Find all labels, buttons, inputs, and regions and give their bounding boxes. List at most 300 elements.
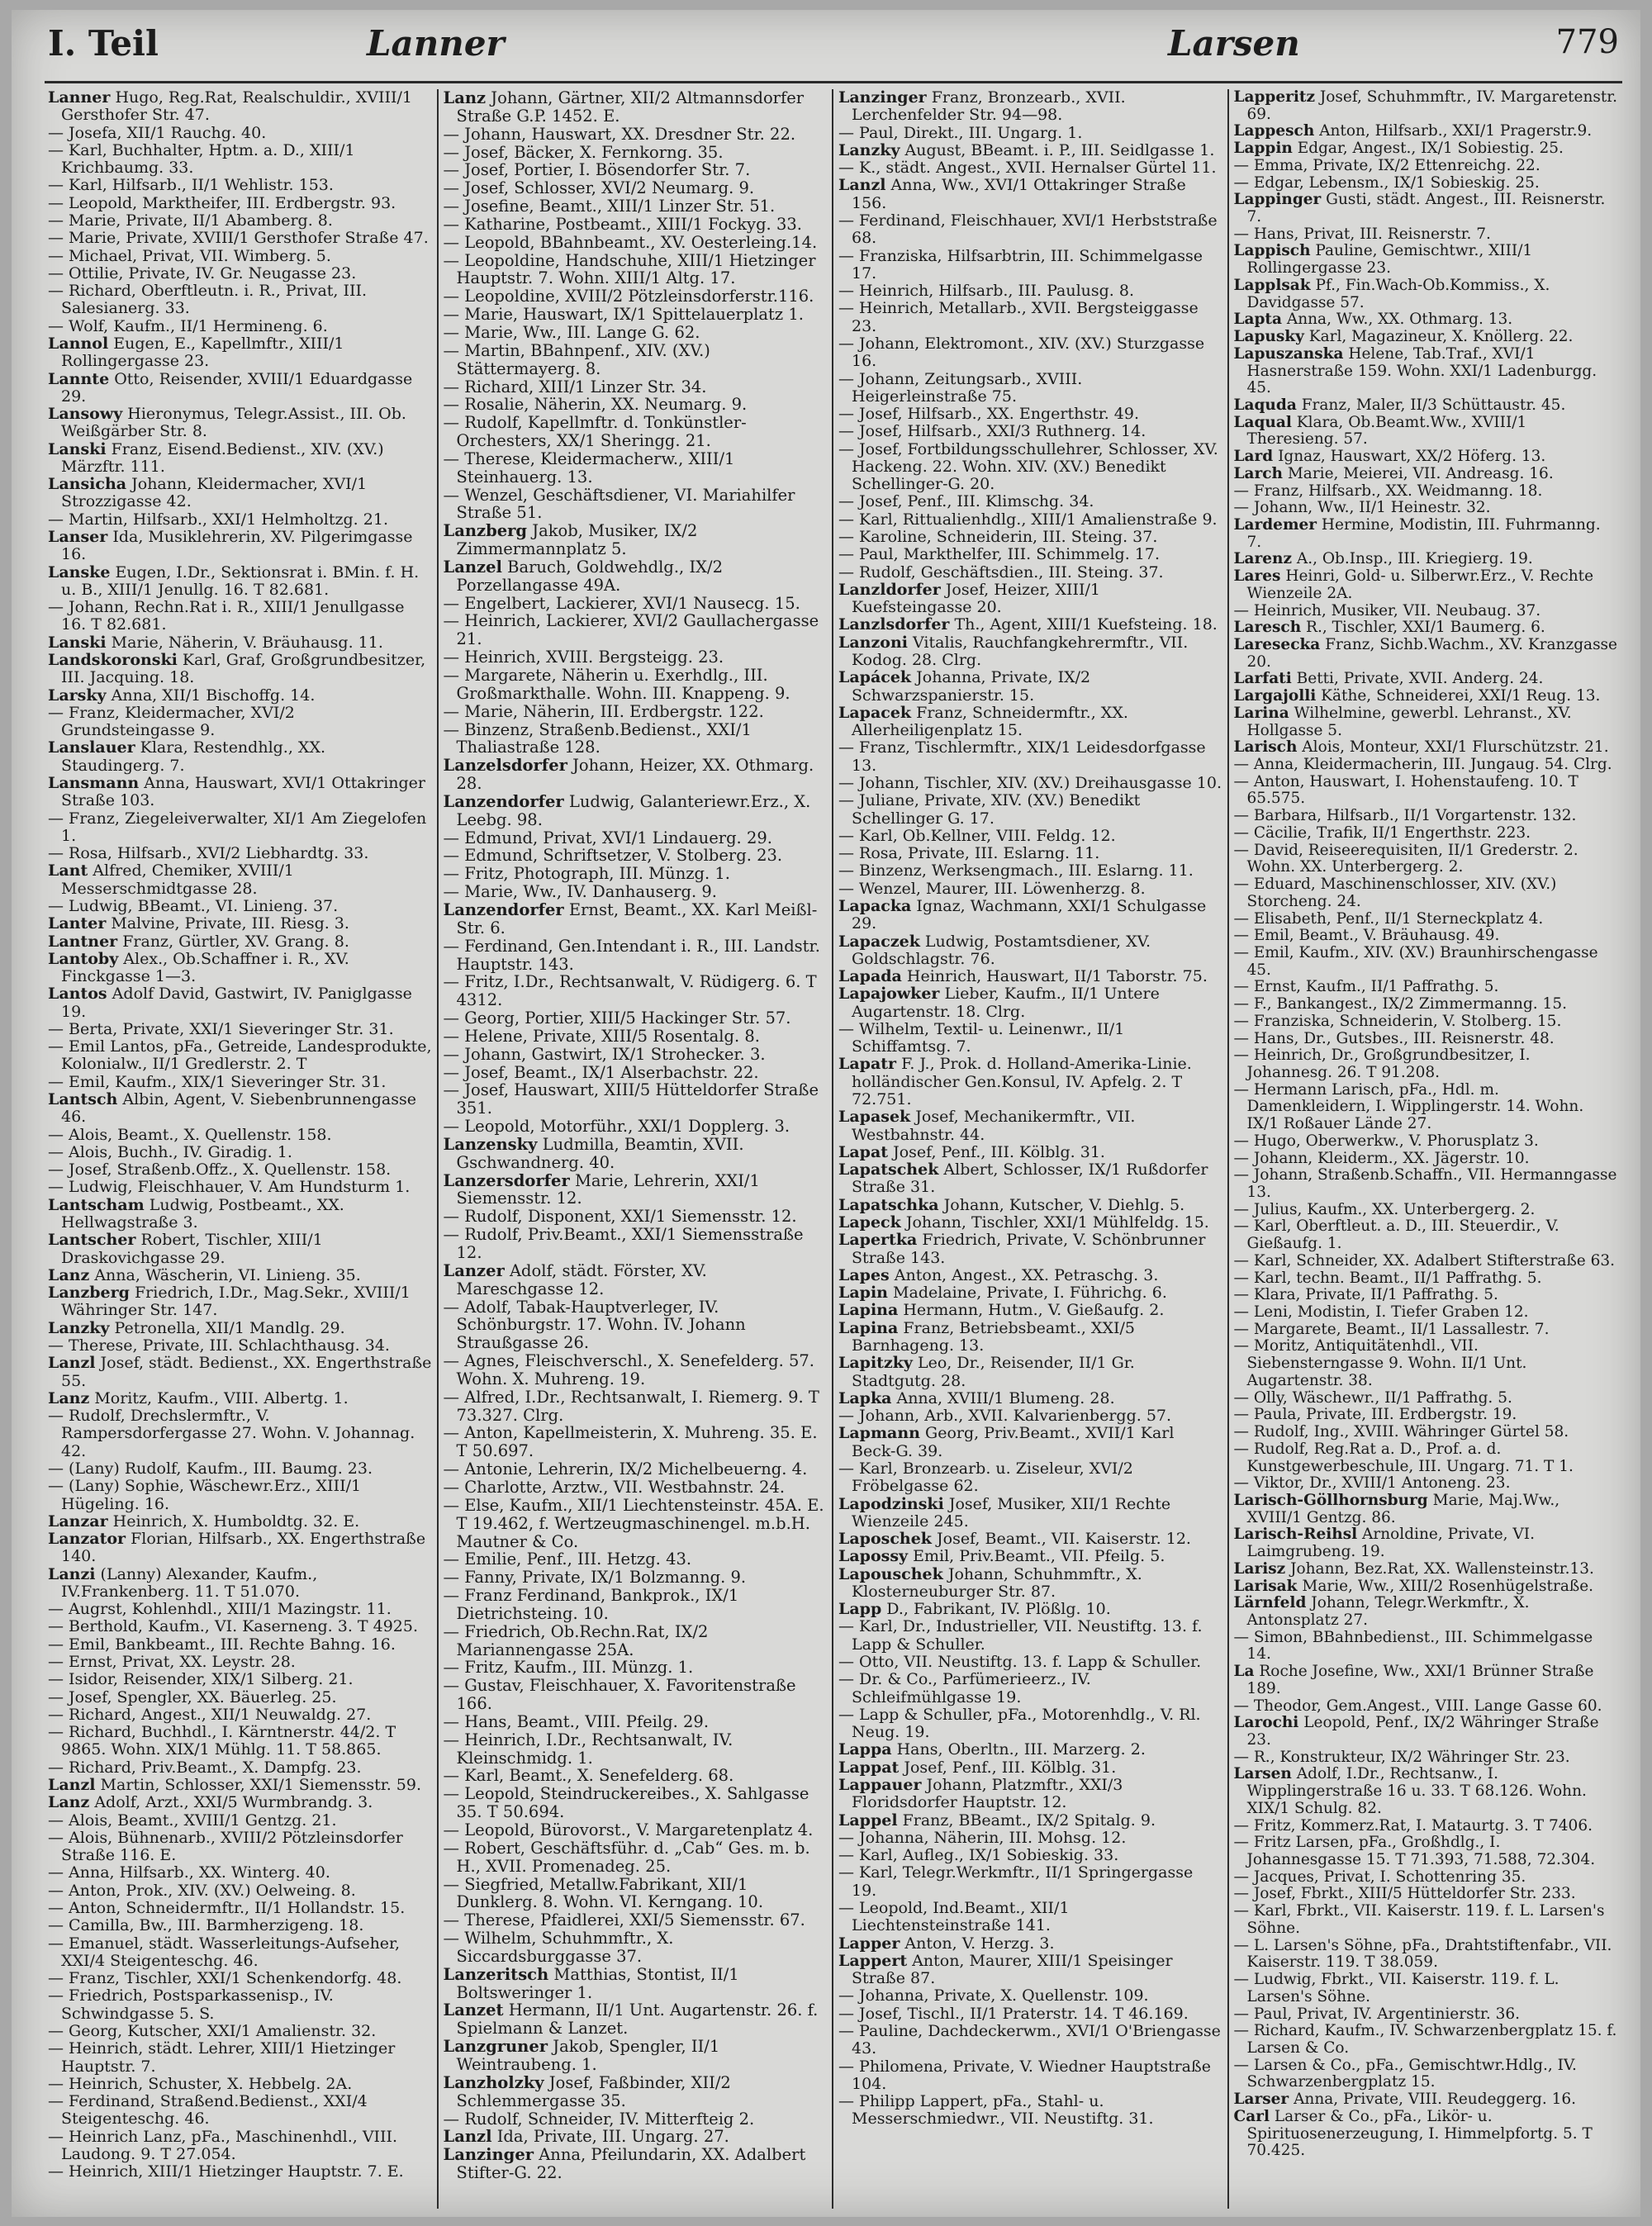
directory-entry: — Karl, Buchhalter, Hptm. a. D., XIII/1 Krichbaumg. 33. [48, 140, 355, 178]
directory-entry: — Heinrich, Schuster, X. Hebbelg. 2A. [48, 2074, 353, 2093]
directory-entry: Lapossy Emil, Priv.Beamt., VII. Pfeilg. 5. [838, 1547, 1165, 1566]
directory-entry: — Emil, Kaufm., XIV. (XV.) Braunhirschengasse 45. [1233, 943, 1598, 979]
directory-entry: — Karl, Rittualienhdlg., XIII/1 Amalienstraße 9. [838, 510, 1218, 529]
directory-entry: — Julius, Kaufm., XX. Unterbergerg. 2. [1233, 1200, 1536, 1218]
directory-entry: — Leopoldine, XVIII/2 Pötzleinsdorferstr.116. [443, 287, 814, 306]
directory-entry: Lanski Marie, Näherin, V. Bräuhausg. 11. [48, 633, 383, 652]
directory-entry: — Friedrich, Ob.Rechn.Rat, IX/2 Mariannengasse 25A. [443, 1621, 709, 1659]
directory-entry: Lares Heinri, Gold- u. Silberwr.Erz., V. Rechte Wienzeile 2A. [1233, 567, 1594, 602]
directory-entry: — Michael, Privat, VII. Wimberg. 5. [48, 246, 331, 265]
directory-entry: Lappesch Anton, Hilfsarb., XXI/1 Pragerstr.9. [1233, 122, 1593, 140]
directory-entry: — Franz Ferdinand, Bankprok., IX/1 Dietrichsteing. 10. [443, 1586, 739, 1623]
directory-entry: — Franz, Hilfsarb., XX. Weidmanng. 18. [1233, 482, 1543, 500]
directory-entry: Lanske Eugen, I.Dr., Sektionsrat i. BMin. f. H. u. B., XIII/1 Jenullg. 16. T 82.681. [48, 562, 420, 599]
directory-entry: — Siegfried, Metallw.Fabrikant, XII/1 Dunklerg. 8. Wohn. VI. Kerngang. 10. [443, 1874, 764, 1912]
directory-entry: — Karoline, Schneiderin, III. Steing. 37. [838, 528, 1158, 547]
directory-entry: — Marie, Hauswart, IX/1 Spittelauerplatz 1. [443, 305, 804, 325]
directory-entry: — Hermann Larisch, pFa., Hdl. m. Damenkleidern, I. Wipplingerstr. 14. Wohn. IX/1 Roßauer Lände 27. [1233, 1080, 1584, 1133]
directory-entry: Lard Ignaz, Hauswart, XX/2 Höferg. 13. [1233, 448, 1546, 466]
directory-entry: — Marie, Private, XVIII/1 Gersthofer Straße 47. [48, 229, 429, 248]
directory-column-2 [439, 89, 834, 2209]
directory-entry: Lappert Anton, Maurer, XIII/1 Speisinger Straße 87. [838, 1951, 1173, 1988]
directory-entry: — Richard, Kaufm., IV. Schwarzenbergplatz 15. f. Larsen & Co. [1233, 2022, 1617, 2057]
directory-entry: — Margarete, Beamt., II/1 Lassallestr. 7. [1233, 1320, 1550, 1338]
directory-entry: — Martin, Hilfsarb., XXI/1 Helmholtzg. 21. [48, 510, 388, 529]
directory-entry: — Franz, Kleidermacher, XVI/2 Grundsteingasse 9. [48, 703, 295, 740]
directory-entry: Lanzelsdorfer Johann, Heizer, XX. Othmarg. 28. [443, 756, 814, 794]
directory-entry: Lantscher Robert, Tischler, XIII/1 Draskovichgasse 29. [48, 1231, 323, 1267]
directory-entry: Lapajowker Lieber, Kaufm., II/1 Untere Augartenstr. 18. Clrg. [838, 985, 1160, 1021]
directory-entry: — Augrst, Kohlenhdl., XIII/1 Mazingstr. 11. [48, 1600, 392, 1619]
directory-entry: Lapertka Friedrich, Private, V. Schönbrunner Straße 143. [838, 1231, 1206, 1267]
directory-entry: — Josef, Fbrkt., XIII/5 Hütteldorfer Str. 233. [1233, 1885, 1576, 1903]
directory-entry: — Wilhelm, Schuhmmftr., X. Siccardsburggasse 37. [443, 1929, 674, 1966]
directory-entry: Laposchek Josef, Beamt., VII. Kaiserstr. 12. [838, 1530, 1191, 1549]
directory-entry: — Heinrich, Hilfsarb., III. Paulusg. 8. [838, 282, 1135, 301]
directory-entry: — (Lany) Sophie, Wäschewr.Erz., XIII/1 Hügeling. 16. [48, 1477, 362, 1513]
directory-entry: — Paul, Direkt., III. Ungarg. 1. [838, 123, 1083, 142]
directory-column-1 [43, 89, 439, 2209]
directory-entry: — Georg, Portier, XIII/5 Hackinger Str. 57. [443, 1009, 791, 1028]
directory-entry: Lapat Josef, Penf., III. Kölblg. 31. [838, 1142, 1105, 1161]
page-number: 779 [1555, 23, 1619, 61]
directory-column-4 [1229, 89, 1623, 2209]
directory-entry: — Richard, Buchhdl., I. Kärntnerstr. 44/2. T 9865. Wohn. XIX/1 Mühlg. 11. T 58.865. [48, 1723, 396, 1759]
directory-entry: — Dr. & Co., Parfümerieerz., IV. Schleifmühlgasse 19. [838, 1670, 1091, 1706]
directory-entry: Lanzl Ida, Private, III. Ungarg. 27. [443, 2127, 729, 2147]
directory-entry: — Josef, Tischl., II/1 Praterstr. 14. T 46.169. [838, 2004, 1189, 2023]
directory-entry: — Emil Lantos, pFa., Getreide, Landesprodukte, Kolonialw., II/1 Gredlerstr. 2. T [48, 1037, 432, 1074]
directory-entry: — Margarete, Näherin u. Exerhdlg., III. Großmarkthalle. Wohn. III. Knappeng. 9. [443, 666, 790, 703]
directory-entry: Lapácek Johanna, Private, IX/2 Schwarzspanierstr. 15. [838, 668, 1091, 705]
directory-entry: Lappinger Gusti, städt. Angest., III. Reisnerstr. 7. [1233, 191, 1606, 226]
directory-entry: — Josef, Schlosser, XVI/2 Neumarg. 9. [443, 178, 755, 198]
directory-entry: — Wolf, Kaufm., II/1 Hermineng. 6. [48, 316, 328, 335]
directory-entry: Larenz A., Ob.Insp., III. Kriegierg. 19. [1233, 550, 1533, 568]
directory-entry: Lapperitz Josef, Schuhmmftr., IV. Margaretenstr. 69. [1233, 89, 1617, 123]
directory-entry: Larisch-Göllhornsburg Marie, Maj.Ww., XVIII/1 Gentzg. 86. [1233, 1491, 1560, 1526]
directory-entry: — Johanna, Näherin, III. Mohsg. 12. [838, 1828, 1127, 1847]
directory-entry: — Josefine, Beamt., XIII/1 Linzer Str. 51. [443, 197, 776, 216]
directory-entry: — Eduard, Maschinenschlosser, XIV. (XV.) Storcheng. 24. [1233, 876, 1557, 910]
directory-entry: Lansowy Hieronymus, Telegr.Assist., III. Ob. Weißgärber Str. 8. [48, 405, 406, 441]
directory-entry: Lanzendorfer Ernst, Beamt., XX. Karl Meißl-Str. 6. [443, 899, 818, 937]
directory-entry: — Anna, Hilfsarb., XX. Winterg. 40. [48, 1863, 330, 1882]
directory-entry: Lanski Franz, Eisend.Bedienst., XIV. (XV.) Märzftr. 111. [48, 439, 384, 476]
directory-entry: — Adolf, Tabak-Hauptverleger, IV. Schönburgstr. 17. Wohn. IV. Johann Straußgasse 26. [443, 1297, 746, 1353]
directory-entry: Lapka Anna, XVIII/1 Blumeng. 28. [838, 1388, 1115, 1407]
directory-entry: — Leopold, Steindruckereibes., X. Sahlgasse 35. T 50.694. [443, 1784, 809, 1822]
directory-entry: — Theodor, Gem.Angest., VIII. Lange Gasse 60. [1233, 1697, 1602, 1715]
directory-entry: Larch Marie, Meierei, VII. Andreasg. 16. [1233, 464, 1554, 482]
directory-entry: Lanslauer Klara, Restendhlg., XX. Staudingerg. 7. [48, 738, 326, 775]
directory-entry: — Robert, Geschäftsführ. d. „Cab“ Ges. m. b. H., XVII. Promenadeg. 25. [443, 1838, 810, 1876]
directory-entry: — Karl, Oberftleut. a. D., III. Steuerdir., V. Gießaufg. 1. [1233, 1217, 1559, 1253]
directory-entry: — Ernst, Privat, XX. Leystr. 28. [48, 1653, 296, 1672]
directory-entry: — Leni, Modistin, I. Tiefer Graben 12. [1233, 1303, 1529, 1322]
directory-entry: Lapmann Georg, Priv.Beamt., XVII/1 Karl Beck-G. 39. [838, 1424, 1175, 1460]
directory-entry: — Elisabeth, Penf., II/1 Sterneckplatz 4. [1233, 909, 1544, 928]
directory-entry: Lantoby Alex., Ob.Schaffner i. R., XV. Finckgasse 1—3. [48, 949, 349, 986]
directory-entry: — Karl, Bronzearb. u. Ziseleur, XVI/2 Fröbelgasse 62. [838, 1459, 1133, 1496]
directory-entry: — Wenzel, Geschäftsdiener, VI. Mariahilfer Straße 51. [443, 485, 795, 523]
directory-entry: — Alois, Beamt., XVIII/1 Gentzg. 21. [48, 1811, 337, 1830]
directory-entry: Lanzl Josef, städt. Bedienst., XX. Engerthstraße 55. [48, 1354, 432, 1390]
directory-entry: — Engelbert, Lackierer, XVI/1 Nausecg. 15. [443, 593, 800, 613]
directory-entry: Lanzi (Lanny) Alexander, Kaufm., IV.Frankenberg. 11. T 51.070. [48, 1564, 318, 1601]
directory-entry: — Leopold, Bürovorst., V. Margaretenplatz 4. [443, 1820, 814, 1839]
directory-entry: — Karl, Beamt., X. Senefelderg. 68. [443, 1766, 734, 1786]
directory-entry: — Anton, Schneidermftr., II/1 Hollandstr. 15. [48, 1898, 406, 1917]
directory-entry: — Franziska, Schneiderin, V. Stolberg. 15. [1233, 1012, 1562, 1030]
directory-entry: Lantner Franz, Gürtler, XV. Grang. 8. [48, 932, 349, 951]
directory-entry: Lapodzinski Josef, Musiker, XII/1 Rechte Wienzeile 245. [838, 1494, 1171, 1531]
directory-entry: Lappauer Johann, Platzmftr., XXI/3 Floridsdorfer Hauptstr. 12. [838, 1776, 1123, 1812]
directory-entry: — Franziska, Hilfsarbtrin, III. Schimmelgasse 17. [838, 246, 1203, 282]
directory-entry: Largajolli Käthe, Schneiderei, XXI/1 Reug. 13. [1233, 687, 1601, 705]
directory-entry: Lanzator Florian, Hilfsarb., XX. Engerthstraße 140. [48, 1530, 426, 1566]
directory-entry: — Leopold, BBahnbeamt., XV. Oesterleing.14. [443, 232, 818, 252]
directory-entry: — Emil, Beamt., V. Bräuhausg. 49. [1233, 927, 1500, 945]
directory-entry: Lantscham Ludwig, Postbeamt., XX. Hellwagstraße 3. [48, 1195, 344, 1232]
directory-entry: — Franz, Tischlermftr., XIX/1 Leidesdorfgasse 13. [838, 738, 1206, 775]
directory-entry: Lanz Anna, Wäscherin, VI. Linieng. 35. [48, 1265, 361, 1284]
directory-entry: — Josef, Hilfsarb., XX. Engerthstr. 49. [838, 405, 1139, 424]
directory-entry: — Emanuel, städt. Wasserleitungs-Aufseher, XXI/4 Steigenteschg. 46. [48, 1934, 401, 1970]
directory-entry: — Ludwig, BBeamt., VI. Linieng. 37. [48, 896, 339, 915]
directory-entry: — Fritz, I.Dr., Rechtsanwalt, V. Rüdigerg. 6. T 4312. [443, 972, 817, 1010]
directory-entry: Larisch-Reihsl Arnoldine, Private, VI. Laimgrubeng. 19. [1233, 1526, 1535, 1561]
directory-entry: Lapina Franz, Betriebsbeamt., XXI/5 Barnhageng. 13. [838, 1318, 1135, 1355]
directory-entry: — Juliane, Private, XIV. (XV.) Benedikt Schellinger G. 17. [838, 791, 1141, 828]
header-rule [45, 81, 1622, 83]
directory-entry: — Binzenz, Werksengmach., III. Eslarng. 11. [838, 861, 1194, 880]
directory-entry: Larochi Leopold, Penf., IX/2 Währinger Straße 23. [1233, 1714, 1599, 1749]
directory-entry: Larisch Alois, Monteur, XXI/1 Flurschützstr. 21. [1233, 738, 1609, 757]
directory-entry: — Rudolf, Priv.Beamt., XXI/1 Siemensstraße 12. [443, 1225, 804, 1262]
directory-entry: Lanzky August, BBeamt. i. P., III. Seidlgasse 1. [838, 140, 1215, 159]
directory-entry: — Jacques, Privat, I. Schottenring 35. [1233, 1868, 1526, 1886]
directory-entry: — Karl, Fbrkt., VII. Kaiserstr. 119. f. L. Larsen's Söhne. [1233, 1902, 1605, 1937]
directory-entry: — Fritz, Photograph, III. Münzg. 1. [443, 864, 731, 884]
directory-entry: Lappin Edgar, Angest., IX/1 Sobiestig. 25. [1233, 140, 1564, 158]
directory-entry: Larsky Anna, XII/1 Bischoffg. 14. [48, 686, 316, 705]
directory-entry: — (Lany) Rudolf, Kaufm., III. Baumg. 23. [48, 1459, 373, 1478]
directory-entry: Lanzinger Anna, Pfeilundarin, XX. Adalbert Stifter-G. 22. [443, 2145, 806, 2183]
directory-entry: — L. Larsen's Söhne, pFa., Drahtstiftenfabr., VII. Kaiserstr. 119. T 38.059. [1233, 1936, 1612, 1972]
directory-entry: — Emma, Private, IX/2 Ettenreichg. 22. [1233, 156, 1540, 174]
directory-entry: Lappel Franz, BBeamt., IX/2 Spitalg. 9. [838, 1811, 1156, 1830]
directory-entry: — Pauline, Dachdeckerwm., XVI/1 O'Briengasse 43. [838, 2021, 1221, 2058]
directory-entry: Larsen Adolf, I.Dr., Rechtsanw., I. Wipplingerstraße 16 u. 33. T 68.126. Wohn. XIX/1 Schulg. 82. [1233, 1765, 1587, 1817]
directory-entry: — R., Konstrukteur, IX/2 Währinger Str. 23. [1233, 1748, 1570, 1766]
directory-entry: — Hans, Privat, III. Reisnerstr. 7. [1233, 225, 1491, 243]
directory-entry: Larina Wilhelmine, gewerbl. Lehranst., XV. Hollgasse 5. [1233, 704, 1572, 739]
directory-entry: — Barbara, Hilfsarb., II/1 Vorgartenstr. 132. [1233, 807, 1577, 825]
directory-entry: — Anton, Prok., XIV. (XV.) Oelweing. 8. [48, 1881, 356, 1900]
directory-entry: — Emilie, Penf., III. Hetzg. 43. [443, 1550, 692, 1569]
directory-entry: — Leopold, Motorführ., XXI/1 Dopplerg. 3. [443, 1117, 790, 1137]
directory-entry: Laresch R., Tischler, XXI/1 Baumerg. 6. [1233, 619, 1545, 637]
directory-entry: Lanzgruner Jakob, Spengler, II/1 Weintraubeng. 1. [443, 2037, 720, 2074]
directory-entry: — Fritz Larsen, pFa., Großhdlg., I. Johannesgasse 15. T 71.393, 71.588, 72.304. [1233, 1834, 1596, 1869]
directory-entry: — Karl, Aufleg., IX/1 Sobieskig. 33. [838, 1846, 1119, 1865]
directory-entry: — Johann, Arb., XVII. Kalvarienbergg. 57. [838, 1407, 1172, 1426]
directory-entry: — Rudolf, Drechslermftr., V. Rampersdorfergasse 27. Wohn. V. Johannag. 42. [48, 1407, 415, 1460]
directory-entry: Lanz Johann, Gärtner, XII/2 Altmannsdorfer Straße G.P. 1452. E. [443, 89, 805, 126]
directory-entry: Lanzky Petronella, XII/1 Mandlg. 29. [48, 1318, 345, 1337]
directory-entry: — Alois, Beamt., X. Quellenstr. 158. [48, 1125, 332, 1144]
directory-entry: — Rosalie, Näherin, XX. Neumarg. 9. [443, 395, 748, 415]
directory-entry: Lapin Madelaine, Private, I. Führichg. 6. [838, 1284, 1167, 1303]
directory-entry: — Fritz, Kaufm., III. Münzg. 1. [443, 1658, 694, 1678]
directory-entry: — Therese, Private, III. Schlachthausg. 34. [48, 1336, 390, 1355]
directory-entry: — David, Reiseerequisiten, II/1 Grederstr. 2. Wohn. XX. Unterbergerg. 2. [1233, 841, 1578, 876]
directory-entry: Lappisch Pauline, Gemischtwr., XIII/1 Rollingergasse 23. [1233, 242, 1533, 278]
directory-entry: Lanzet Hermann, II/1 Unt. Augartenstr. 26. f. Spielmann & Lanzet. [443, 2001, 819, 2039]
directory-entry: Larser Anna, Private, VIII. Reudeggerg. 16. [1233, 2091, 1577, 2109]
directory-entry: — Edgar, Lebensm., IX/1 Sobieskig. 25. [1233, 173, 1540, 192]
directory-entry: — Paul, Markthelfer, III. Schimmelg. 17. [838, 545, 1160, 564]
directory-entry: — Paula, Private, III. Erdbergstr. 19. [1233, 1406, 1517, 1424]
directory-entry: Lansmann Anna, Hauswart, XVI/1 Ottakringer Straße 103. [48, 773, 426, 810]
directory-column-3 [833, 89, 1229, 2209]
directory-entry: — Larsen & Co., pFa., Gemischtwr.Hdlg., IV. Schwarzenbergplatz 15. [1233, 2056, 1577, 2091]
directory-entry: Lapper Anton, V. Herzg. 3. [838, 1934, 1055, 1953]
directory-entry: — Alois, Bühnenarb., XVIII/2 Pötzleinsdorfer Straße 116. E. [48, 1828, 403, 1865]
directory-entry: — Heinrich Lanz, pFa., Maschinenhdl., VIII. Laudong. 9. T 27.054. [48, 2127, 398, 2163]
directory-entry: — Leopoldine, Handschuhe, XIII/1 Hietzinger Hauptstr. 7. Wohn. XIII/1 Altg. 17. [443, 250, 816, 288]
directory-entry: — Richard, Angest., XII/1 Neuwaldg. 27. [48, 1705, 372, 1724]
directory-entry: — Franz, Tischler, XXI/1 Schenkendorfg. 48. [48, 1969, 402, 1988]
directory-entry: — Johann, Hauswart, XX. Dresdner Str. 22. [443, 124, 796, 144]
directory-entry: Lanzinger Franz, Bronzearb., XVII. Lerchenfelder Str. 94—98. [838, 89, 1126, 125]
directory-entry: — Hugo, Oberwerkw., V. Phorusplatz 3. [1233, 1132, 1539, 1150]
directory-entry: — Martin, BBahnpenf., XIV. (XV.) Stättermayerg. 8. [443, 340, 710, 378]
directory-entry: — Heinrich, Metallarb., XVII. Bergsteiggasse 23. [838, 299, 1199, 335]
directory-entry: — Marie, Ww., III. Lange G. 62. [443, 322, 700, 342]
directory-entry: Lapacka Ignaz, Wachmann, XXI/1 Schulgasse 29. [838, 896, 1207, 933]
directory-entry: — Fritz, Kommerz.Rat, I. Mataurtg. 3. T 7406. [1233, 1816, 1593, 1834]
directory-entry: Lanzoni Vitalis, Rauchfangkehrermftr., VII. Kodog. 28. Clrg. [838, 633, 1189, 669]
directory-entry: — Rudolf, Geschäftsdien., III. Steing. 37. [838, 562, 1164, 581]
directory-entry: — Josef, Hauswart, XIII/5 Hütteldorfer Straße 351. [443, 1080, 819, 1118]
directory-entry: — Charlotte, Arztw., VII. Westbahnstr. 24. [443, 1477, 786, 1497]
directory-entry: Larisz Johann, Bez.Rat, XX. Wallensteinstr.13. [1233, 1559, 1594, 1578]
directory-entry: Lapada Heinrich, Hauswart, II/1 Taborstr. 75. [838, 967, 1208, 986]
directory-entry: Lanzel Baruch, Goldwehdlg., IX/2 Porzellangasse 49A. [443, 557, 724, 595]
directory-entry: Larfati Betti, Private, XVII. Anderg. 24. [1233, 670, 1544, 688]
directory-entry: — Johann, Straßenb.Schaffn., VII. Hermanngasse 13. [1233, 1166, 1617, 1201]
directory-entry: Lappat Josef, Penf., III. Kölblg. 31. [838, 1758, 1117, 1777]
directory-entry: — Richard, XIII/1 Linzer Str. 34. [443, 377, 707, 396]
directory-entry: — Karl, techn. Beamt., II/1 Paffrathg. 5. [1233, 1269, 1542, 1287]
directory-entry: Lanzldorfer Josef, Heizer, XIII/1 Kuefsteingasse 20. [838, 580, 1101, 617]
directory-entry: — Marie, Private, II/1 Abamberg. 8. [48, 211, 333, 230]
directory-entry: — Johann, Tischler, XIV. (XV.) Dreihausgasse 10. [838, 773, 1222, 792]
directory-entry: Lapasek Josef, Mechanikermftr., VII. Westbahnstr. 44. [838, 1108, 1136, 1144]
directory-entry: — Karl, Telegr.Werkmftr., II/1 Springergasse 19. [838, 1863, 1194, 1900]
directory-entry: — Karl, Ob.Kellner, VIII. Feldg. 12. [838, 826, 1116, 845]
directory-entry: — Karl, Schneider, XX. Adalbert Stifterstraße 63. [1233, 1251, 1616, 1270]
directory-entry: — Franz, Ziegeleiverwalter, XI/1 Am Ziegelofen 1. [48, 809, 427, 845]
directory-entry: — Rudolf, Disponent, XXI/1 Siemensstr. 12. [443, 1207, 797, 1227]
directory-entry: Lanz Adolf, Arzt., XXI/5 Wurmbrandg. 3. [48, 1793, 373, 1812]
directory-columns [43, 89, 1622, 2209]
directory-entry: Lapitzky Leo, Dr., Reisender, II/1 Gr. Stadtgutg. 28. [838, 1354, 1135, 1390]
directory-entry: Lanzer Adolf, städt. Förster, XV. Mareschgasse 12. [443, 1260, 707, 1298]
directory-entry: — Karl, Hilfsarb., II/1 Wehlistr. 153. [48, 176, 334, 195]
directory-entry: Lanzlsdorfer Th., Agent, XIII/1 Kuefsteing. 18. [838, 615, 1218, 634]
directory-entry: — Josef, Beamt., IX/1 Alserbachstr. 22. [443, 1062, 759, 1082]
directory-entry: — Josef, Spengler, XX. Bäuerleg. 25. [48, 1687, 337, 1706]
directory-entry: — Viktor, Dr., XVIII/1 Antoneng. 23. [1233, 1474, 1511, 1493]
directory-entry: — Ferdinand, Fleischhauer, XVI/1 Herbststraße 68. [838, 211, 1218, 248]
directory-entry: — Marie, Näherin, III. Erdbergstr. 122. [443, 701, 764, 721]
directory-entry: Lanzberg Friedrich, I.Dr., Mag.Sekr., XVIII/1 Währinger Str. 147. [48, 1284, 411, 1320]
directory-entry: Lanzl Anna, Ww., XVI/1 Ottakringer Straße 156. [838, 176, 1186, 212]
directory-entry: Lanzeritsch Matthias, Stontist, II/1 Boltsweringer 1. [443, 1964, 739, 2002]
directory-entry: — Josefa, XII/1 Rauchg. 40. [48, 123, 267, 142]
directory-entry: — Berthold, Kaufm., VI. Kaserneng. 3. T 4925. [48, 1617, 419, 1636]
directory-entry: — Agnes, Fleischverschl., X. Senefelderg. 57. Wohn. X. Muhreng. 19. [443, 1351, 814, 1388]
directory-entry: — Helene, Private, XIII/5 Rosentalg. 8. [443, 1026, 760, 1046]
directory-entry: — Emil, Kaufm., XIX/1 Sieveringer Str. 31. [48, 1072, 387, 1091]
directory-entry: Lapatr F. J., Prok. d. Holland-Amerika-Linie. holländischer Gen.Konsul, IV. Apfelg. 2. T 72.751. [838, 1055, 1192, 1109]
directory-entry: — Philipp Lappert, pFa., Stahl- u. Messerschmiedwr., VII. Neustiftg. 31. [838, 2092, 1154, 2129]
directory-entry: — Hans, Beamt., VIII. Pfeilg. 29. [443, 1711, 710, 1731]
directory-page [12, 10, 1640, 2217]
directory-entry: Lanser Ida, Musiklehrerin, XV. Pilgerimgasse 16. [48, 528, 413, 564]
directory-entry: Lapouschek Johann, Schuhmmftr., X. Klosterneuburger Str. 87. [838, 1564, 1142, 1601]
directory-entry: — Heinrich, I.Dr., Rechtsanwalt, IV. Kleinschmidg. 1. [443, 1730, 733, 1768]
last-entry-word: Larsen [1168, 23, 1300, 64]
directory-entry: — Rudolf, Kapellmftr. d. Tonkünstler-Orchesters, XX/1 Sheringg. 21. [443, 413, 747, 451]
directory-entry: — Anton, Hauswart, I. Hohenstaufeng. 10. T 65.575. [1233, 772, 1578, 808]
directory-entry: — Ludwig, Fleischhauer, V. Am Hundsturm 1. [48, 1178, 411, 1197]
directory-entry: — Rudolf, Ing., XVIII. Währinger Gürtel 58. [1233, 1423, 1569, 1441]
directory-entry: — Katharine, Postbeamt., XIII/1 Fockyg. 33. [443, 214, 802, 234]
directory-entry: Lapatschka Johann, Kutscher, V. Diehlg. 5. [838, 1195, 1185, 1214]
directory-entry: — Josef, Penf., III. Klimschg. 34. [838, 492, 1094, 511]
directory-entry: — Rosa, Private, III. Eslarng. 11. [838, 844, 1100, 863]
directory-entry: Lärnfeld Johann, Telegr.Werkmftr., X. Antonsplatz 27. [1233, 1594, 1530, 1629]
directory-entry: — Simon, BBahnbedienst., III. Schimmelgasse 14. [1233, 1628, 1593, 1664]
directory-entry: — Rudolf, Reg.Rat a. D., Prof. a. d. Kunstgewerbeschule, III. Ungarg. 71. T 1. [1233, 1440, 1574, 1475]
directory-entry: Lanzersdorfer Marie, Lehrerin, XXI/1 Siemensstr. 12. [443, 1170, 760, 1208]
directory-entry: — Johann, Elektromont., XIV. (XV.) Sturzgasse 16. [838, 334, 1205, 371]
directory-entry: — Johann, Zeitungsarb., XVIII. Heigerleinstraße 75. [838, 369, 1083, 406]
directory-entry: — Fanny, Private, IX/1 Bolzmanng. 9. [443, 1568, 747, 1588]
directory-entry: Lapp D., Fabrikant, IV. Plößlg. 10. [838, 1600, 1111, 1619]
directory-entry: — Friedrich, Postsparkassenisp., IV. Schwindgasse 5. S. [48, 1986, 334, 2023]
directory-entry: — Marie, Ww., IV. Danhauserg. 9. [443, 882, 717, 902]
directory-entry: — Rosa, Hilfsarb., XVI/2 Liebhardtg. 33. [48, 844, 369, 863]
directory-entry: — Antonie, Lehrerin, IX/2 Michelbeuerng. 4. [443, 1459, 808, 1479]
directory-entry: Laqual Klara, Ob.Beamt.Ww., XVIII/1 Theresieng. 57. [1233, 413, 1527, 449]
directory-entry: — Leopold, Ind.Beamt., XII/1 Liechtensteinstraße 141. [838, 1898, 1070, 1935]
directory-entry: — Berta, Private, XXI/1 Sieveringer Str. 31. [48, 1019, 394, 1038]
directory-entry: — Josef, Fortbildungsschullehrer, Schlosser, XV. Hackeng. 22. Wohn. XIV. (XV.) Benedikt Schellinger-G. 20. [838, 439, 1218, 494]
directory-entry: — Heinrich, städt. Lehrer, XIII/1 Hietzinger Hauptstr. 7. [48, 2039, 396, 2076]
directory-entry: — Leopold, Marktheifer, III. Erdbergstr. 93. [48, 193, 396, 212]
directory-entry: — Johann, Ww., II/1 Heinestr. 32. [1233, 499, 1491, 517]
directory-entry: — Hans, Dr., Gutsbes., III. Reisnerstr. 48. [1233, 1029, 1555, 1047]
directory-entry: Lapaczek Ludwig, Postamtsdiener, XV. Goldschlagstr. 76. [838, 932, 1151, 968]
directory-entry: — Therese, Kleidermacherw., XIII/1 Steinhauerg. 13. [443, 449, 735, 486]
directory-entry: Lanzberg Jakob, Musiker, IX/2 Zimmermannplatz 5. [443, 521, 698, 559]
directory-entry: — Heinrich, XIII/1 Hietzinger Hauptstr. 7. E. [48, 2162, 404, 2181]
directory-entry: Lapuszanska Helene, Tab.Traf., XVI/1 Hasnerstraße 159. Wohn. XXI/1 Ladenburgg. 45. [1233, 344, 1597, 397]
directory-entry: — Ferdinand, Straßend.Bedienst., XXI/4 Steigenteschg. 46. [48, 2092, 368, 2129]
directory-entry: — Heinrich, XVIII. Bergsteigg. 23. [443, 648, 724, 667]
directory-entry: Larisak Marie, Ww., XIII/2 Rosenhügelstraße. [1233, 1577, 1594, 1595]
directory-entry: — Karl, Dr., Industrieller, VII. Neustiftg. 13. f. Lapp & Schuller. [838, 1617, 1203, 1654]
directory-entry: — Lapp & Schuller, pFa., Motorenhdlg., V. Rl. Neug. 19. [838, 1705, 1201, 1742]
directory-entry: — Emil, Bankbeamt., III. Rechte Bahng. 16. [48, 1635, 396, 1654]
directory-entry: — Binzenz, Straßenb.Bedienst., XXI/1 Thaliastraße 128. [443, 719, 752, 757]
directory-entry: Lannte Otto, Reisender, XVIII/1 Eduardgasse 29. [48, 369, 413, 406]
directory-entry: — Wenzel, Maurer, III. Löwenherzg. 8. [838, 879, 1146, 898]
directory-entry: — Paul, Privat, IV. Argentinierstr. 36. [1233, 2005, 1521, 2023]
directory-entry: Landskoronski Karl, Graf, Großgrundbesitzer, III. Jacquing. 18. [48, 651, 426, 687]
directory-entry: — Ottilie, Private, IV. Gr. Neugasse 23. [48, 263, 357, 282]
directory-entry: Lansicha Johann, Kleidermacher, XVI/1 Strozzigasse 42. [48, 475, 368, 511]
directory-entry: — Georg, Kutscher, XXI/1 Amalienstr. 32. [48, 2021, 377, 2040]
directory-entry: Lapatschek Albert, Schlosser, IX/1 Rußdorfer Straße 31. [838, 1160, 1208, 1197]
directory-entry: Laquda Franz, Maler, II/3 Schüttaustr. 45. [1233, 396, 1566, 414]
directory-entry: Lant Alfred, Chemiker, XVIII/1 Messerschmidtgasse 28. [48, 861, 294, 898]
directory-entry: Lapina Hermann, Hutm., V. Gießaufg. 2. [838, 1301, 1165, 1320]
directory-entry: — Richard, Priv.Beamt., X. Dampfg. 23. [48, 1758, 362, 1777]
directory-entry: Lanz Moritz, Kaufm., VIII. Albertg. 1. [48, 1388, 349, 1407]
section-label: I. Teil [48, 23, 159, 64]
directory-entry: Lanner Hugo, Reg.Rat, Realschuldir., XVIII/1 Gersthofer Str. 47. [48, 89, 412, 125]
directory-entry: — Wilhelm, Textil- u. Leinenwr., II/1 Schiffamtsg. 7. [838, 1019, 1125, 1056]
directory-entry: Lanzensky Ludmilla, Beamtin, XVII. Gschwandnerg. 40. [443, 1134, 744, 1172]
directory-entry: Lapusky Karl, Magazineur, X. Knöllerg. 22. [1233, 328, 1574, 346]
directory-entry: — Alfred, I.Dr., Rechtsanwalt, I. Riemerg. 9. T 73.327. Clrg. [443, 1387, 819, 1425]
directory-entry: — Richard, Oberftleutn. i. R., Privat, III. Salesianerg. 33. [48, 282, 368, 318]
directory-entry: — Josef, Portier, I. Bösendorfer Str. 7. [443, 160, 751, 180]
directory-entry: — Heinrich, Musiker, VII. Neubaug. 37. [1233, 601, 1541, 619]
directory-entry: — F., Bankangest., IX/2 Zimmermanng. 15. [1233, 995, 1567, 1013]
directory-entry: Lanzendorfer Ludwig, Galanteriewr.Erz., X. Leebg. 98. [443, 791, 811, 829]
directory-entry: — Camilla, Bw., III. Barmherzigeng. 18. [48, 1916, 364, 1935]
directory-entry: Lanzar Heinrich, X. Humboldtg. 32. E. [48, 1512, 360, 1531]
directory-entry: — Ferdinand, Gen.Intendant i. R., III. Landstr. Hauptstr. 143. [443, 936, 820, 974]
directory-entry: Lantsch Albin, Agent, V. Siebenbrunnengasse 46. [48, 1090, 416, 1127]
page-header [12, 10, 1640, 88]
directory-entry: — Cäcilie, Trafik, II/1 Engerthstr. 223. [1233, 823, 1531, 842]
directory-entry: — Edmund, Schriftsetzer, V. Stolberg. 23. [443, 846, 783, 866]
directory-entry: — Klara, Private, II/1 Paffrathg. 5. [1233, 1286, 1498, 1304]
directory-entry: Lardemer Hermine, Modistin, III. Fuhrmanng. 7. [1233, 515, 1601, 551]
directory-entry: Lantos Adolf David, Gastwirt, IV. Paniglgasse 19. [48, 985, 412, 1021]
directory-entry: — Ludwig, Fbrkt., VII. Kaiserstr. 119. f. L. Larsen's Söhne. [1233, 1971, 1559, 2005]
directory-entry: Lanter Malvine, Private, III. Riesg. 3. [48, 914, 349, 933]
directory-entry: — Johann, Kleiderm., XX. Jägerstr. 10. [1233, 1149, 1530, 1167]
directory-entry: Laresecka Franz, Sichb.Wachm., XV. Kranzgasse 20. [1233, 636, 1618, 671]
directory-entry: Lanzl Martin, Schlosser, XXI/1 Siemensstr. 59. [48, 1776, 422, 1794]
directory-entry: — Heinrich, Lackierer, XVI/2 Gaullachergasse 21. [443, 611, 819, 649]
directory-entry: — Edmund, Privat, XVI/1 Lindauerg. 29. [443, 828, 772, 847]
directory-entry: — Gustav, Fleischhauer, X. Favoritenstraße 166. [443, 1676, 796, 1714]
directory-entry: — Alois, Buchh., IV. Giradig. 1. [48, 1142, 292, 1161]
directory-entry: Carl Larser & Co., pFa., Likör- u. Spirituosenerzeugung, I. Himmelpfortg. 5. T 70.425. [1233, 2107, 1593, 2160]
directory-entry: — Josef, Straßenb.Offz., X. Quellenstr. 158. [48, 1160, 392, 1179]
directory-entry: — Rudolf, Schneider, IV. Mitterfteig 2. [443, 2109, 755, 2129]
